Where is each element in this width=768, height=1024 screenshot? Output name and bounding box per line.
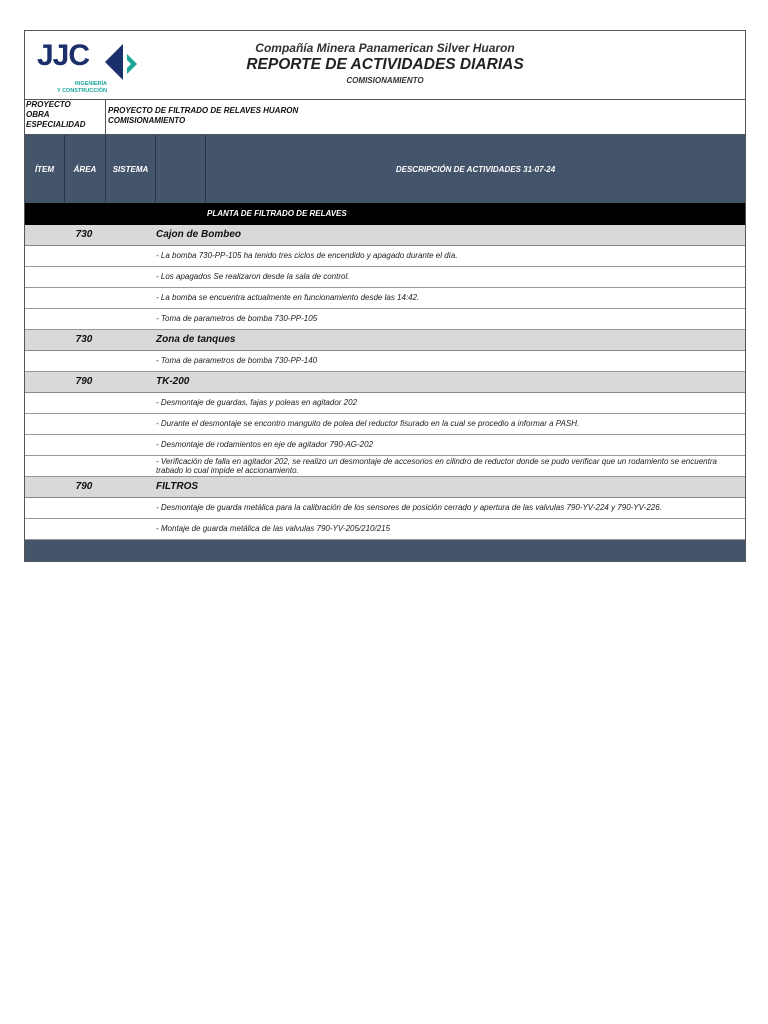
activity-row: [25, 393, 745, 414]
area-number: 730: [75, 229, 93, 240]
area-number: 790: [75, 481, 93, 492]
area-number: 730: [75, 334, 93, 345]
area-row: [25, 477, 745, 498]
report-header: [25, 31, 745, 100]
value-proyecto: PROYECTO DE FILTRADO DE RELAVES HUARON: [108, 106, 299, 115]
project-labels: [25, 100, 106, 134]
activity-text: - Desmontaje de rodamientos en eje de agitador 790-AG-202: [156, 440, 374, 449]
logo-tagline-line1: INGENIERÍA: [74, 81, 107, 87]
activity-text: - Desmontaje de guarda metálica para la calibración de los sensores de posición cerrado y apertura de las valvulas 790-YV-224 y 790-YV-226.: [156, 503, 662, 512]
activity-row: [25, 414, 745, 435]
activity-row: [25, 456, 745, 477]
col-blank: [156, 135, 206, 203]
table-footer: [25, 540, 745, 562]
table-header: [25, 135, 745, 203]
activity-row: [25, 309, 745, 330]
activity-text: - Toma de parametros de bomba 730-PP-140: [156, 356, 318, 365]
activity-text: - La bomba 730-PP-105 ha tenido tres ciclos de encendido y apagado durante el día.: [156, 251, 458, 260]
activity-text: - Toma de parametros de bomba 730-PP-105: [156, 314, 318, 323]
area-row: [25, 225, 745, 246]
col-item: ÍTEM: [25, 135, 65, 203]
activity-text: - La bomba se encuentra actualmente en funcionamiento desde las 14:42.: [156, 293, 420, 302]
report-sheet: [24, 30, 746, 562]
activity-row: [25, 246, 745, 267]
area-name: Cajon de Bombeo: [156, 229, 242, 240]
activity-row: [25, 498, 745, 519]
activity-text: - Los apagados Se realizaron desde la sala de control.: [156, 272, 350, 281]
company-name: Compañía Minera Panamerican Silver Huaron: [255, 41, 515, 55]
area-name: FILTROS: [156, 481, 199, 492]
logo-tagline-line2: Y CONSTRUCCIÓN: [56, 88, 107, 94]
area-name: TK-200: [156, 376, 190, 387]
report-titles: [185, 41, 585, 85]
project-values: [106, 100, 300, 134]
activity-row: [25, 435, 745, 456]
area-row: [25, 372, 745, 393]
area-row: [25, 330, 745, 351]
label-obra: OBRA: [26, 110, 50, 119]
area-name: Zona de tanques: [156, 334, 236, 345]
activity-row: [25, 288, 745, 309]
jjc-logo: [37, 39, 157, 95]
plant-title: PLANTA DE FILTRADO DE RELAVES: [25, 203, 745, 225]
area-number: 790: [75, 376, 93, 387]
activity-row: [25, 519, 745, 540]
logo-arrow-icon: [103, 42, 151, 86]
report-title: REPORTE DE ACTIVIDADES DIARIAS: [246, 56, 524, 73]
col-area: ÁREA: [65, 135, 106, 203]
label-especialidad: ESPECIALIDAD: [26, 120, 86, 129]
activities-body: [25, 225, 745, 540]
col-descripcion: DESCRIPCIÓN DE ACTIVIDADES 31-07-24: [395, 164, 556, 174]
activity-row: [25, 351, 745, 372]
activity-text: - Desmontaje de guardas, fajas y poleas en agitador 202: [156, 398, 358, 407]
activity-text: - Verificación de falla en agitador 202, se realizo un desmontaje de accesorios en cilindro de reductor donde se pudo verificar que un rodamiento se encuentra trabado lo cual impide el accionamiento.: [156, 457, 717, 475]
logo-tagline: [37, 81, 107, 95]
project-info: [25, 100, 745, 135]
label-proyecto: PROYECTO: [26, 100, 71, 109]
logo-brand: JJC: [37, 39, 90, 72]
col-sistema: SISTEMA: [106, 135, 156, 203]
activity-row: [25, 267, 745, 288]
activity-text: - Durante el desmontaje se encontro manguito de polea del reductor fisurado en la cual se procedio a informar a PASH.: [156, 419, 580, 428]
value-obra: COMISIONAMIENTO: [108, 116, 186, 125]
report-subtitle: COMISIONAMIENTO: [346, 76, 424, 85]
activity-text: - Montaje de guarda metálica de las valvulas 790-YV-205/210/215: [156, 524, 391, 533]
